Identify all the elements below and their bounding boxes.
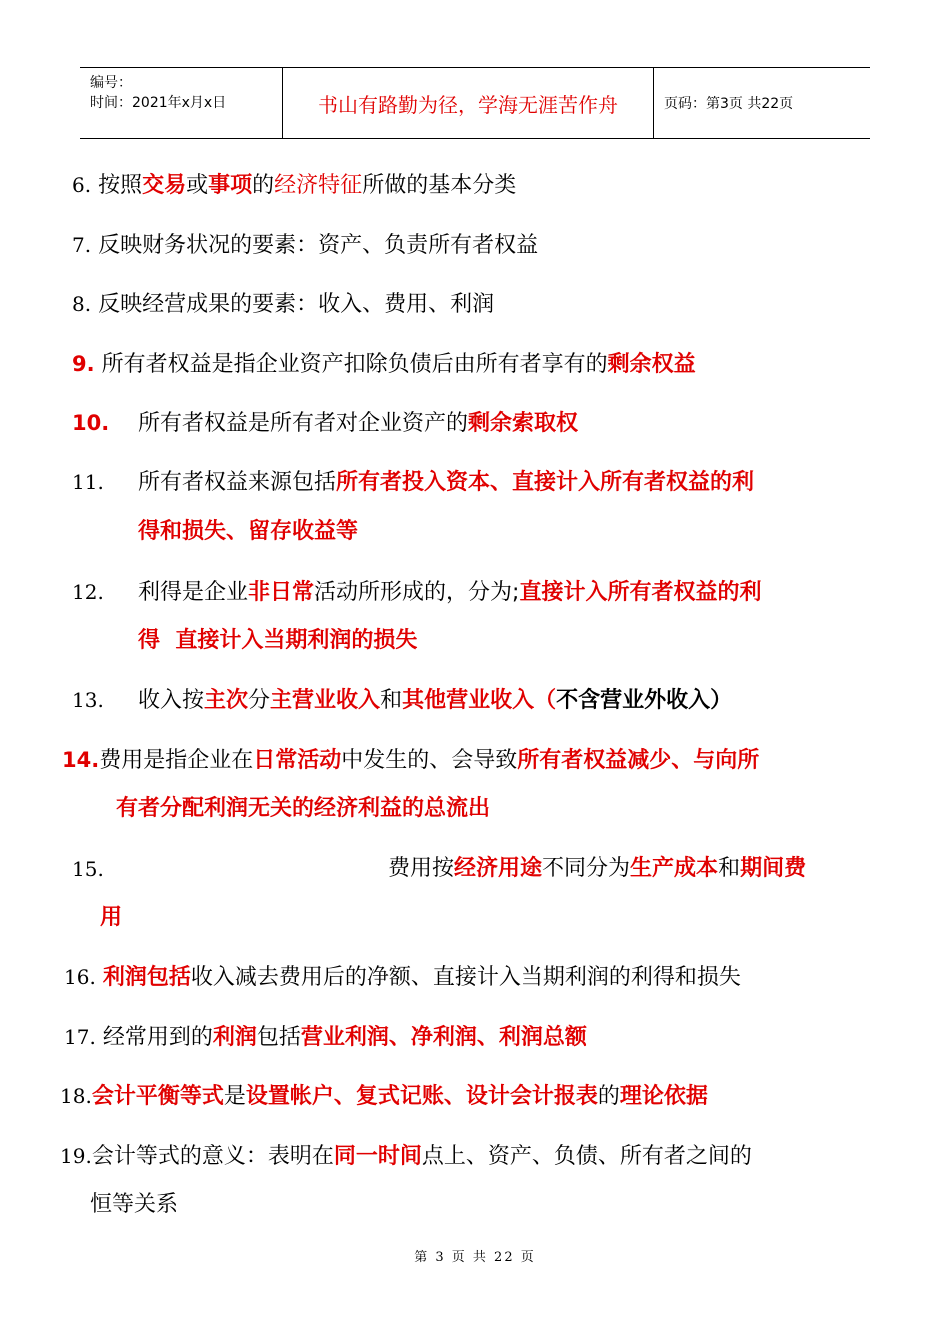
item-number: 13. [72, 688, 104, 712]
item-number: 16. [64, 965, 96, 989]
item-text: 包括 [256, 1025, 301, 1050]
list-item-7 [72, 230, 538, 261]
item-text: 和 [380, 688, 403, 713]
item-highlight: 所有者权益减少、与向所 [517, 748, 760, 773]
header-page-info: 页码：第3页 共22页 [664, 96, 794, 112]
item-text: 所有者权益是指企业资产扣除负债后由所有者享有的 [101, 352, 608, 377]
list-item-14 [62, 745, 759, 776]
item-bold-text: 不含营业外收入） [556, 688, 733, 713]
item-text: 恒等关系 [90, 1192, 179, 1217]
item-highlight: 经济用途 [454, 856, 543, 881]
item-number: 15. [72, 857, 104, 881]
list-item-15-cont [100, 903, 122, 933]
item-text: 的 [597, 1084, 620, 1109]
list-item-15-text [388, 854, 806, 884]
item-text: 收入按 [138, 688, 205, 713]
list-item-12-cont [138, 626, 417, 656]
item-text: 和 [718, 856, 741, 881]
list-item-9 [72, 349, 696, 380]
page-footer: 第 3 页 共 22 页 [414, 1250, 536, 1265]
item-text: 费用按 [388, 856, 455, 881]
item-text: 反映财务状况的要素：资产、负责所有者权益 [98, 233, 539, 258]
item-highlight: 利润包括 [102, 965, 191, 990]
list-item-18 [60, 1081, 708, 1112]
item-highlight: 同一时间 [333, 1144, 422, 1169]
item-text: 费用是指企业在 [99, 748, 254, 773]
header-meta [80, 68, 282, 138]
item-highlight: 剩余权益 [607, 352, 696, 377]
item-text: 所有者权益是所有者对企业资产的 [138, 411, 469, 436]
list-item-19 [60, 1141, 752, 1172]
item-number: 18. [60, 1084, 92, 1108]
item-highlight: 所有者投入资本、直接计入所有者权益的利 [336, 470, 755, 495]
item-number: 7. [72, 233, 92, 257]
list-item-11 [72, 467, 754, 498]
list-item-17 [64, 1022, 587, 1053]
item-text: 利得是企业 [138, 580, 249, 605]
item-number: 8. [72, 292, 92, 316]
time-label: 时间：2021年x月x日 [90, 95, 227, 111]
item-highlight: 生产成本 [630, 856, 719, 881]
item-number: 9. [72, 352, 95, 376]
item-text: 不同分为 [542, 856, 631, 881]
item-highlight: 经济特征 [274, 173, 363, 198]
item-number: 11. [72, 470, 104, 494]
item-highlight: 交易 [142, 173, 187, 198]
item-number: 6. [72, 173, 92, 197]
item-highlight: 得和损失、留存收益等 [138, 519, 359, 544]
serial-number-label: 编号： [90, 75, 132, 91]
item-text: 是 [223, 1084, 246, 1109]
item-highlight: 主营业收入 [270, 688, 381, 713]
item-text: 活动所形成的，分为; [314, 580, 520, 605]
item-highlight: 营业利润、净利润、利润总额 [300, 1025, 587, 1050]
item-highlight: 得 直接计入当期利润的损失 [138, 628, 418, 653]
item-highlight: 设置帐户、复式记账、设计会计报表 [245, 1084, 598, 1109]
item-highlight: 理论依据 [619, 1084, 708, 1109]
item-highlight: 直接计入所有者权益的利 [519, 580, 762, 605]
list-item-15 [72, 854, 104, 885]
item-highlight: 用 [100, 905, 123, 930]
list-item-11-cont [138, 517, 358, 547]
list-item-12 [72, 577, 761, 608]
item-highlight: 期间费 [740, 856, 807, 881]
list-item-10 [72, 408, 578, 439]
item-highlight: 利润 [212, 1025, 257, 1050]
item-highlight: 主次 [204, 688, 249, 713]
item-number: 10. [72, 411, 110, 435]
list-item-13 [72, 685, 732, 716]
list-item-6 [72, 170, 516, 201]
item-text: 所有者权益来源包括 [138, 470, 337, 495]
list-item-8 [72, 289, 494, 320]
item-text: 收入减去费用后的净额、直接计入当期利润的利得和损失 [190, 965, 741, 990]
item-text: 中发生的、会导致 [341, 748, 518, 773]
item-text: 按照 [98, 173, 143, 198]
item-number: 19. [60, 1144, 92, 1168]
header-motto: 书山有路勤为径，学海无涯苦作舟 [282, 68, 654, 138]
item-text: 会计等式的意义：表明在 [91, 1144, 334, 1169]
item-text: 所做的基本分类 [362, 173, 517, 198]
document-header [80, 67, 870, 139]
item-number: 12. [72, 580, 104, 604]
item-highlight: 剩余索取权 [468, 411, 579, 436]
list-item-14-cont [116, 794, 490, 824]
item-text: 分 [248, 688, 271, 713]
item-number: 17. [64, 1025, 96, 1049]
item-text: 的 [252, 173, 275, 198]
item-highlight: 非日常 [248, 580, 315, 605]
item-highlight: 会计平衡等式 [91, 1084, 224, 1109]
item-highlight: 日常活动 [253, 748, 342, 773]
item-text: 经常用到的 [102, 1025, 213, 1050]
item-highlight: 有者分配利润无关的经济利益的总流出 [116, 796, 491, 821]
item-highlight: 事项 [208, 173, 253, 198]
item-text: 点上、资产、负债、所有者之间的 [421, 1144, 752, 1169]
item-highlight: 其他营业收入（ [402, 688, 557, 713]
item-number: 14. [62, 748, 100, 772]
item-text: 反映经营成果的要素：收入、费用、利润 [98, 292, 495, 317]
list-item-16 [64, 962, 741, 993]
list-item-19-cont [90, 1190, 178, 1220]
item-text: 或 [186, 173, 209, 198]
